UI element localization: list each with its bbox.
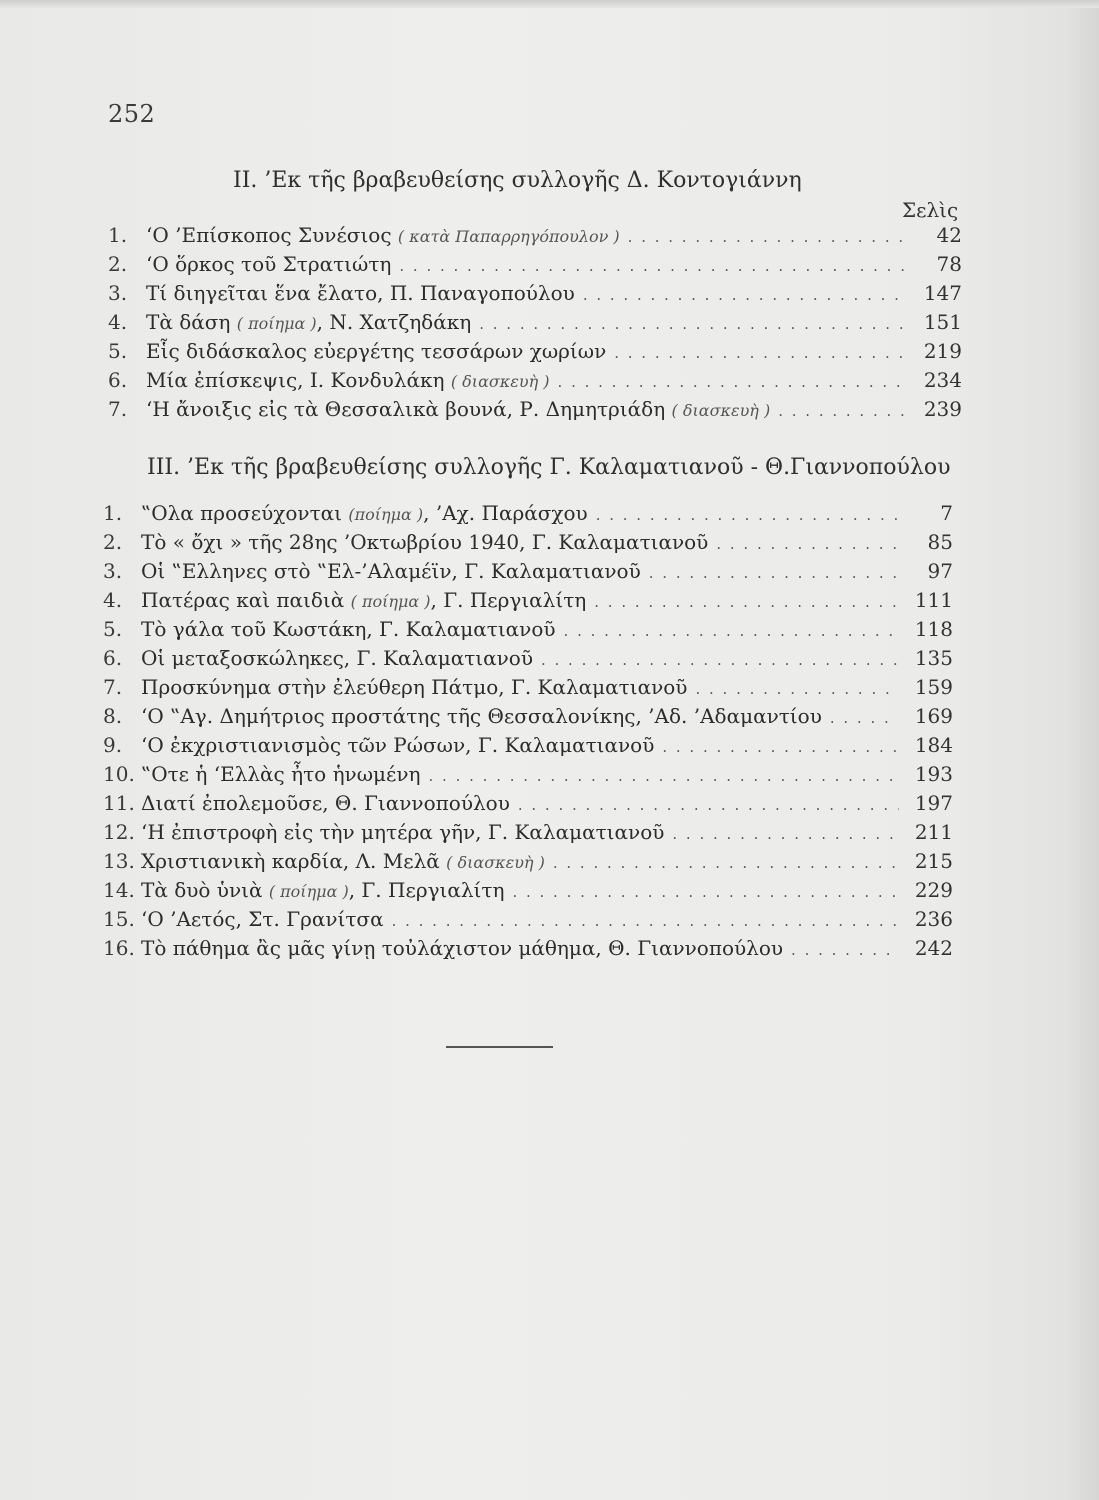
toc-entry [103,849,953,878]
entry-page: 234 [923,368,962,392]
entry-title: Διατί ἐπολεμοῦσε, Θ. Γιαννοπούλου [141,791,510,815]
toc-entry [103,588,953,617]
leader-dots [716,535,899,553]
entry-page: 147 [923,281,962,305]
entry-number: 5. [108,339,128,363]
entry-number: 6. [108,368,128,392]
leader-dots [662,738,899,756]
entry-title: Τὸ γάλα τοῦ Κωστάκη, Γ. Καλαματιανοῦ [141,617,556,641]
page-top-edge [0,0,1099,8]
toc-entry [103,820,953,849]
entry-title: Τὰ δάση [146,310,231,334]
toc-entry [103,733,953,762]
entry-note: ( διασκευὴ ) [671,401,771,420]
entry-page: 85 [927,530,953,554]
entry-number: 4. [108,310,128,334]
entry-title: ‘Ο ’Αετός, Στ. Γρανίτσα [141,907,384,931]
toc-entry [108,223,962,252]
entry-title: ‘Ο ‟Αγ. Δημήτριος προστάτης τῆς Θεσσαλονίκης, ’Αδ. ’Αδαμαντίου [141,704,822,728]
toc-entry [103,907,953,936]
entry-title: Οἱ ‟Ελληνες στὸ ‟Ελ-’Αλαμέϊν, Γ. Καλαματιανοῦ [141,559,641,583]
entry-title: ‟Οτε ἡ ‘Ελλὰς ἦτο ἡνωμένη [141,762,421,786]
entry-title: Τὰ δυὸ ὑνιὰ [141,878,263,902]
entry-number: 2. [103,530,123,554]
entry-page: 219 [923,339,962,363]
entry-title: Πατέρας καὶ παιδιὰ [141,588,345,612]
entry-note: ( διασκευὴ ) [446,853,545,872]
leader-dots [594,593,899,611]
leader-dots [628,228,908,246]
entry-number: 10. [103,762,135,786]
entry-page: 229 [914,878,953,902]
leader-dots [596,506,899,524]
entry-title: ‘Η ἄνοιξις εἰς τὰ Θεσσαλικὰ βουνά, Ρ. Δημητριάδη [146,397,666,421]
leader-dots [830,709,899,727]
entry-note: ( ποίημα ) [236,314,317,333]
entry-page: 239 [923,397,962,421]
entry-page: 42 [936,223,962,247]
entry-note: (ποίημα ) [348,505,424,524]
leader-dots [564,622,899,640]
entry-title: Προσκύνημα στὴν ἐλεύθερη Πάτμο, Γ. Καλαματιανοῦ [141,675,688,699]
entry-number: 1. [108,223,128,247]
entry-title: ‘Η ἐπιστροφὴ εἰς τὴν μητέρα γῆν, Γ. Καλαματιανοῦ [141,820,665,844]
leader-dots [541,651,899,669]
entry-page: 169 [914,704,953,728]
entry-page: 97 [927,559,953,583]
leader-dots [429,767,899,785]
entry-title: ‘Ο ὅρκος τοῦ Στρατιώτη [146,252,392,276]
toc-entry [103,501,953,530]
entry-title: Τί διηγεῖται ἕνα ἔλατο, Π. Παναγοπούλου [146,281,575,305]
leader-dots [649,564,899,582]
entry-number: 4. [103,588,123,612]
toc-entry [103,559,953,588]
toc-entry [108,339,962,368]
leader-dots [518,796,899,814]
entry-title: Τὸ « ὄχι » τῆς 28ης ’Οκτωβρίου 1940, Γ. Καλαματιανοῦ [141,530,709,554]
pages-column-label: Σελὶς [902,198,959,222]
entry-note: ( διασκευὴ ) [450,372,550,391]
entry-page: 151 [923,310,962,334]
entry-page: 215 [914,849,953,873]
toc-entry [103,791,953,820]
toc-entry [103,675,953,704]
end-rule [446,1046,553,1048]
page-number: 252 [108,100,156,128]
entry-title: Μία ἐπίσκεψις, Ι. Κονδυλάκη [146,368,445,392]
entry-page: 7 [940,501,953,525]
leader-dots [695,680,899,698]
toc-entry [108,281,962,310]
section-heading-2: II. ’Εκ τῆς βραβευθείσης συλλογῆς Δ. Κοντογιάννη [233,168,802,193]
leader-dots [392,912,899,930]
entry-page: 135 [914,646,953,670]
entry-title: ‘Ο ’Επίσκοπος Συνέσιος [146,223,392,247]
leader-dots [778,402,908,420]
entry-number: 15. [103,907,135,931]
toc-entry [103,646,953,675]
leader-dots [558,373,908,391]
entry-number: 2. [108,252,128,276]
entry-note: ( ποίημα ) [350,592,431,611]
entry-number: 3. [103,559,123,583]
entry-number: 7. [108,397,128,421]
entry-page: 78 [936,252,962,276]
toc-entry [108,397,962,426]
leader-dots [479,315,908,333]
toc-entry [108,310,962,339]
leader-dots [614,344,908,362]
entry-number: 13. [103,849,135,873]
entry-page: 159 [914,675,953,699]
entry-number: 16. [103,936,135,960]
entry-title: Εἷς διδάσκαλος εὐεργέτης τεσσάρων χωρίων [146,339,607,363]
entry-number: 3. [108,281,128,305]
toc-entry [108,368,962,397]
toc-entry [103,762,953,791]
entry-page: 118 [914,617,953,641]
entry-author: , Γ. Περγιαλίτη [348,878,505,902]
entry-number: 11. [103,791,135,815]
entry-title: Οἱ μεταξοσκώληκες, Γ. Καλαματιανοῦ [141,646,533,670]
entry-author: , ’Αχ. Παράσχου [423,501,588,525]
entry-number: 8. [103,704,123,728]
leader-dots [583,286,908,304]
entry-number: 6. [103,646,123,670]
entry-title: ‘Ο ἐκχριστιανισμὸς τῶν Ρώσων, Γ. Καλαματιανοῦ [141,733,655,757]
entry-number: 12. [103,820,135,844]
leader-dots [791,941,899,959]
section-heading-3: III. ’Εκ τῆς βραβευθείσης συλλογῆς Γ. Καλαματιανοῦ - Θ.Γιαννοπούλου [147,455,951,480]
entry-number: 9. [103,733,123,757]
entry-page: 242 [914,936,953,960]
toc-entry [103,704,953,733]
entry-page: 111 [914,588,953,612]
entry-page: 211 [914,820,953,844]
toc-entry [108,252,962,281]
entry-page: 197 [914,791,953,815]
entry-page: 193 [914,762,953,786]
toc-entry [103,530,953,559]
entry-number: 7. [103,675,123,699]
entry-title: Χριστιανικὴ καρδία, Λ. Μελᾶ [141,849,440,873]
entry-note: ( κατὰ Παπαρρηγόπουλον ) [397,227,620,246]
leader-dots [553,854,899,872]
toc-section-2 [108,223,962,426]
leader-dots [399,257,908,275]
entry-note: ( ποίημα ) [268,882,349,901]
entry-title: ‟Ολα προσεύχονται [141,501,343,525]
entry-page: 184 [914,733,953,757]
entry-number: 5. [103,617,123,641]
entry-title: Τὸ πάθημα ἂς μᾶς γίνῃ τοὐλάχιστον μάθημα, Θ. Γιαννοπούλου [141,936,784,960]
entry-author: , Γ. Περγιαλίτη [430,588,587,612]
toc-section-3 [103,501,953,965]
entry-number: 1. [103,501,123,525]
entry-page: 236 [914,907,953,931]
leader-dots [512,883,899,901]
entry-number: 14. [103,878,135,902]
toc-entry [103,936,953,965]
toc-entry [103,878,953,907]
toc-entry [103,617,953,646]
entry-author: , Ν. Χατζηδάκη [316,310,472,334]
leader-dots [672,825,899,843]
